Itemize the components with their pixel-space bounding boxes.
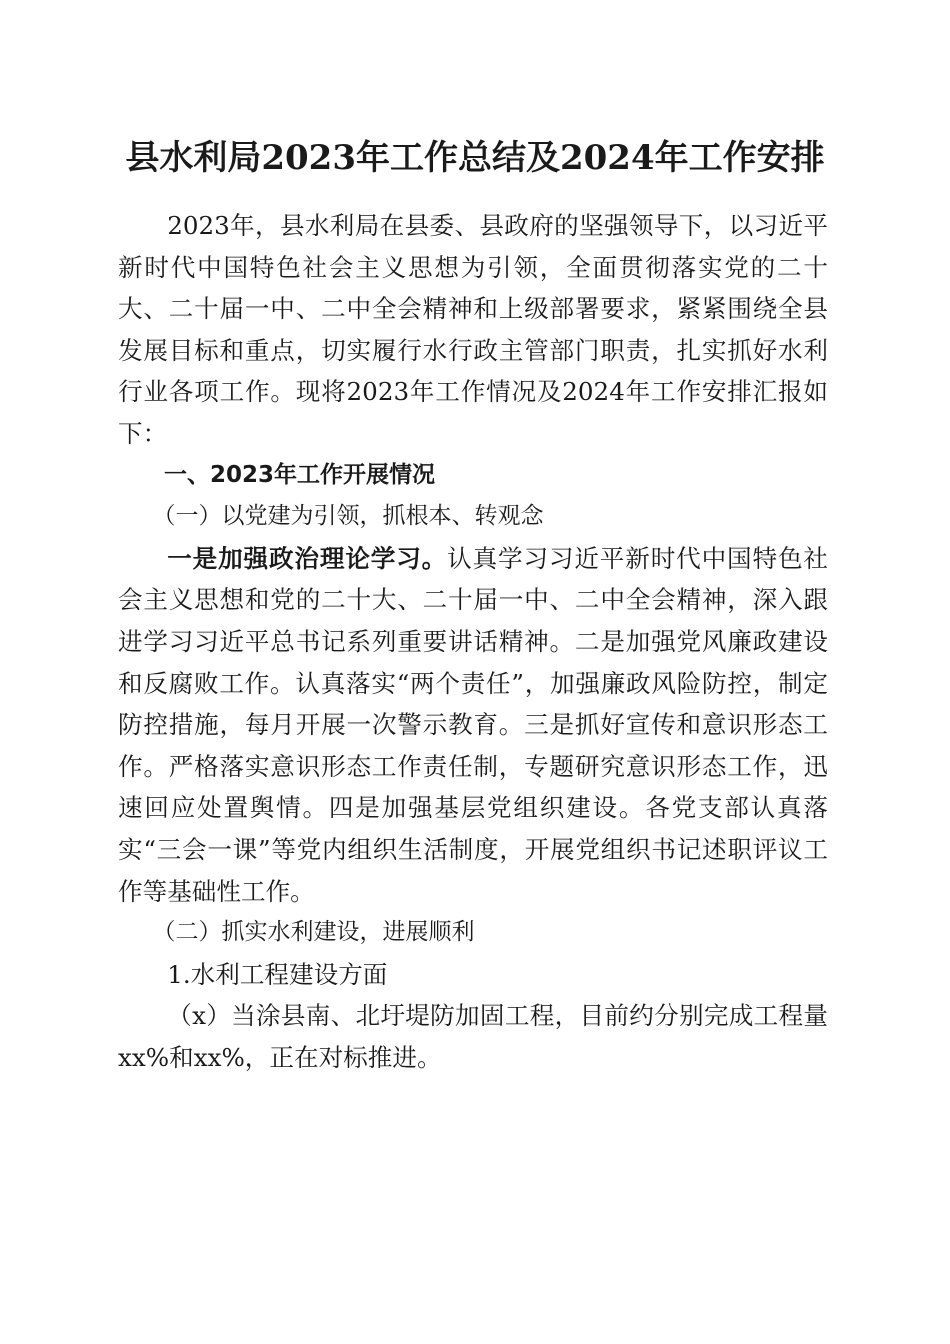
document-title: 县水利局2023年工作总结及2024年工作安排: [125, 138, 825, 178]
intro-paragraph: 2023年，县水利局在县委、县政府的坚强领导下，以习近平新时代中国特色社会主义思想为引领，全面贯彻落实党的二十大、二十届一中、二中全会精神和上级部署要求，紧紧围绕全县发展目标和重点，切实履行水行政主管部门职责，扎实抓好水利行业各项工作。现将2023年工作情况及2024年工作安排汇报如下：: [118, 211, 828, 448]
subsection-1-lead: 一是加强政治理论学习。: [167, 543, 448, 573]
document-body: [118, 205, 828, 1078]
item-1-paragraph: （x）当涂县南、北圩堤防加固工程，目前约分别完成工程量xx%和xx%，正在对标推进。: [118, 1001, 828, 1072]
subsection-1-paragraph: [118, 538, 828, 912]
item-heading-1: 1.水利工程建设方面: [167, 959, 388, 989]
subsection-heading-2: （二）抓实水利建设，进展顺利: [152, 919, 475, 946]
subsection-heading-1: （一）以党建为引领，抓根本、转观念: [152, 503, 544, 530]
section-heading-1: 一、2023年工作开展情况: [164, 461, 436, 488]
subsection-1-body: 认真学习习近平新时代中国特色社会主义思想和党的二十大、二十届一中、二中全会精神，深入跟进学习习近平总书记系列重要讲话精神。二是加强党风廉政建设和反腐败工作。认真落实“两个责任”，加强廉政风险防控，制定防控措施，每月开展一次警示教育。三是抓好宣传和意识形态工作。严格落实意识形态工作责任制，专题研究意识形态工作，迅速回应处置舆情。四是加强基层党组织建设。各党支部认真落实“三会一课”等党内组织生活制度，开展党组织书记述职评议工作等基础性工作。: [118, 543, 828, 906]
